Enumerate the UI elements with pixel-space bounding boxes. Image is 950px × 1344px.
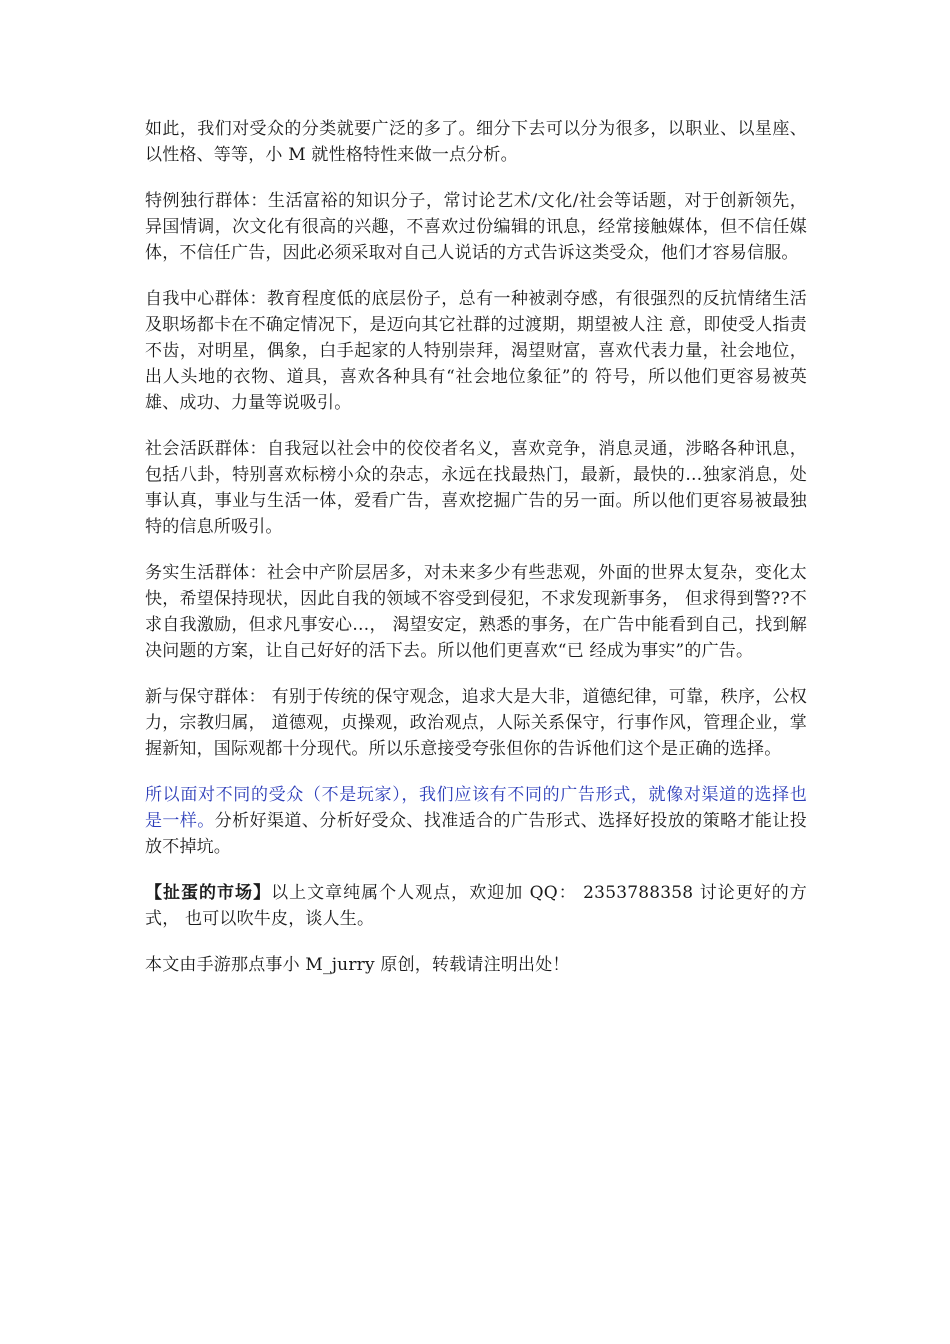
group-self-centered-paragraph: 自我中心群体：教育程度低的底层份子，总有一种被剥夺感，有很强烈的反抗情绪生活及职场都卡在不确定情况下，是迈向其它社群的过渡期，期望被人注 意，即使受人指责不齿，对明星，偶象，白手起家的人特别崇拜，渴望财富，喜欢代表力量，社会地位，出人头地的衣物、道具，喜欢各种具有“社会地位象征”的 符号，所以他们更容易被英雄、成功、力量等说吸引。 [145, 289, 807, 413]
closing-text: 分析好渠道、分析好受众、找准适合的广告形式、选择好投放的策略才能让投放不掉坑。 [145, 811, 807, 857]
group-new-conservative-paragraph: 新与保守群体： 有别于传统的保守观念，追求大是大非，道德纪律，可靠，秩序，公权力，宗教归属， 道德观，贞操观，政治观点，人际关系保守，行事作风，管理企业，掌握新知，国际观都十分现代。所以乐意接受夸张但你的告诉他们这个是正确的选择。 [145, 687, 807, 759]
group-independent-paragraph: 特例独行群体：生活富裕的知识分子，常讨论艺术/文化/社会等话题，对于创新领先，异国情调，次文化有很高的兴趣，不喜欢过份编辑的讯息，经常接触媒体，但不信任媒体，不信任广告，因此必须采取对自己人说话的方式告诉这类受众，他们才容易信服。 [145, 191, 807, 263]
market-note-paragraph [145, 880, 807, 932]
group-social-active-paragraph: 社会活跃群体：自我冠以社会中的佼佼者名义，喜欢竞争，消息灵通，涉略各种讯息，包括八卦，特别喜欢标榜小众的杂志，永远在找最热门，最新，最快的…独家消息，处事认真，事业与生活一体，爱看广告，喜欢挖掘广告的另一面。所以他们更容易被最独特的信息所吸引。 [145, 439, 807, 537]
closing-highlight-text: 所以面对不同的受众（不是玩家），我们应该有不同的广告形式，就像对渠道的选择也是一样。 [145, 785, 807, 831]
credit-paragraph: 本文由手游那点事小 M_jurry 原创，转载请注明出处！ [145, 955, 570, 975]
article-body [145, 116, 807, 998]
market-note-text: 以上文章纯属个人观点，欢迎加 QQ： 2353788358 讨论更好的方式， 也可以吹牛皮，谈人生。 [145, 883, 807, 929]
closing-paragraph [145, 782, 807, 860]
market-note-label: 【扯蛋的市场】 [145, 883, 272, 903]
intro-paragraph: 如此，我们对受众的分类就要广泛的多了。细分下去可以分为很多，以职业、以星座、以性格、等等，小 M 就性格特性来做一点分析。 [145, 119, 807, 165]
group-practical-paragraph: 务实生活群体：社会中产阶层居多，对未来多少有些悲观，外面的世界太复杂，变化太快，希望保持现状，因此自我的领域不容受到侵犯，不求发现新事务， 但求得到警??不求自我激励，但求凡事安心…， 渴望安定，熟悉的事务，在广告中能看到自己，找到解决问题的方案，让自己好好的活下去。所以他们更喜欢“已 经成为事实”的广告。 [145, 563, 807, 661]
